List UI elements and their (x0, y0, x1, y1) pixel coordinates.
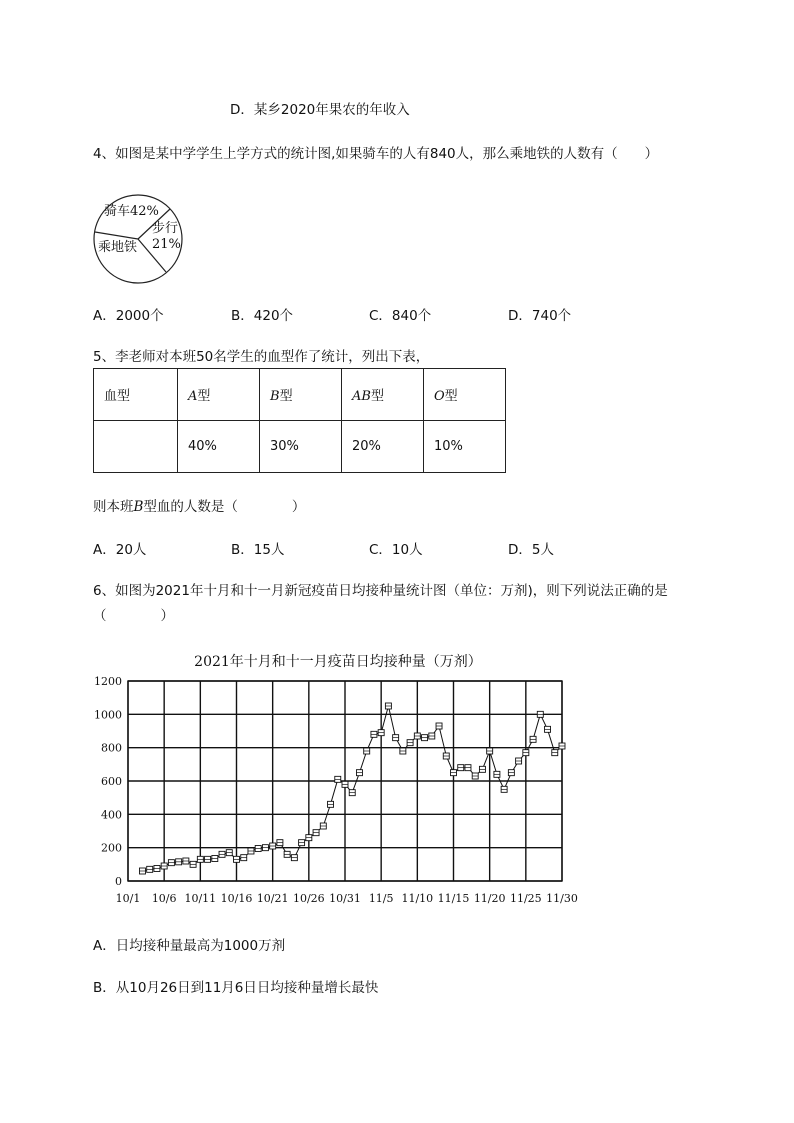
x-tick-label: 10/6 (151, 892, 177, 905)
q6-option-a: A．日均接种量最高为1000万剂 (93, 938, 286, 954)
q3-option-d: D．某乡2020年果农的年收入 (230, 102, 410, 118)
table-header-row (94, 369, 506, 421)
table-header-cell: B型 (260, 369, 342, 421)
q5-option-d: D．5人 (508, 542, 554, 558)
series-line (143, 706, 563, 871)
pie-label-walk-pct: 21% (152, 237, 181, 252)
y-tick-label: 400 (101, 808, 122, 822)
table-header-cell: AB型 (342, 369, 424, 421)
pie-label-ride: 骑车42% (104, 204, 159, 219)
table-cell: 40% (178, 421, 260, 473)
q5-option-b: B．15人 (231, 542, 285, 558)
x-tick-label: 10/21 (256, 892, 289, 905)
pie-label-subway: 乘地铁 (98, 240, 138, 255)
y-tick-label: 1000 (94, 708, 122, 722)
q6-stem-line2: （ ） (93, 608, 174, 624)
x-tick-label: 10/16 (220, 892, 253, 905)
x-tick-label: 10/31 (329, 892, 361, 905)
q4-option-a: A．2000个 (93, 308, 164, 324)
chart-title: 2021年十月和十一月疫苗日均接种量（万剂） (194, 654, 482, 670)
y-tick-label: 200 (101, 841, 122, 855)
table-cell (94, 421, 178, 473)
table-header-cell: A型 (178, 369, 260, 421)
blood-type-table (93, 368, 506, 473)
y-tick-label: 800 (101, 741, 122, 755)
x-tick-label: 11/25 (509, 892, 542, 905)
y-tick-label: 0 (115, 875, 122, 888)
table-cell: 10% (424, 421, 506, 473)
q4-option-d: D．740个 (508, 308, 572, 324)
q4-option-c: C．840个 (369, 308, 432, 324)
table-cell: 20% (342, 421, 424, 473)
x-tick-label: 11/20 (473, 892, 506, 905)
q5-stem: 5、李老师对本班50名学生的血型作了统计，列出下表， (93, 349, 430, 365)
x-tick-label: 10/1 (115, 892, 141, 905)
x-tick-label: 11/10 (401, 892, 434, 905)
table-row (94, 421, 506, 473)
q4-stem: 4、如图是某中学学生上学方式的统计图,如果骑车的人有840人，那么乘地铁的人数有（ ） (93, 146, 659, 162)
table-cell: 30% (260, 421, 342, 473)
transport-pie-chart (90, 190, 200, 290)
x-tick-label: 11/15 (437, 892, 470, 905)
y-tick-label: 600 (101, 775, 122, 788)
q4-option-b: B．420个 (231, 308, 294, 324)
table-header-cell: 血型 (94, 369, 178, 421)
q5-option-a: A．20人 (93, 542, 147, 558)
x-tick-label: 10/26 (292, 892, 325, 905)
q6-option-b: B．从10月26日到11月6日日均接种量增长最快 (93, 980, 379, 996)
vaccine-line-chart (90, 645, 590, 910)
q5-option-c: C．10人 (369, 542, 423, 558)
table-header-cell: O型 (424, 369, 506, 421)
q6-stem-line1: 6、如图为2021年十月和十一月新冠疫苗日均接种量统计图（单位：万剂)，则下列说法正确的是 (93, 583, 668, 599)
x-tick-label: 11/30 (546, 892, 578, 905)
x-tick-label: 11/5 (368, 892, 394, 905)
q5-question: 则本班B型血的人数是（ ） (93, 499, 306, 515)
pie-label-walk: 步行 (152, 221, 179, 236)
y-tick-label: 1200 (94, 675, 122, 688)
x-tick-label: 10/11 (184, 892, 217, 905)
pie-divider-center-left (95, 232, 138, 239)
